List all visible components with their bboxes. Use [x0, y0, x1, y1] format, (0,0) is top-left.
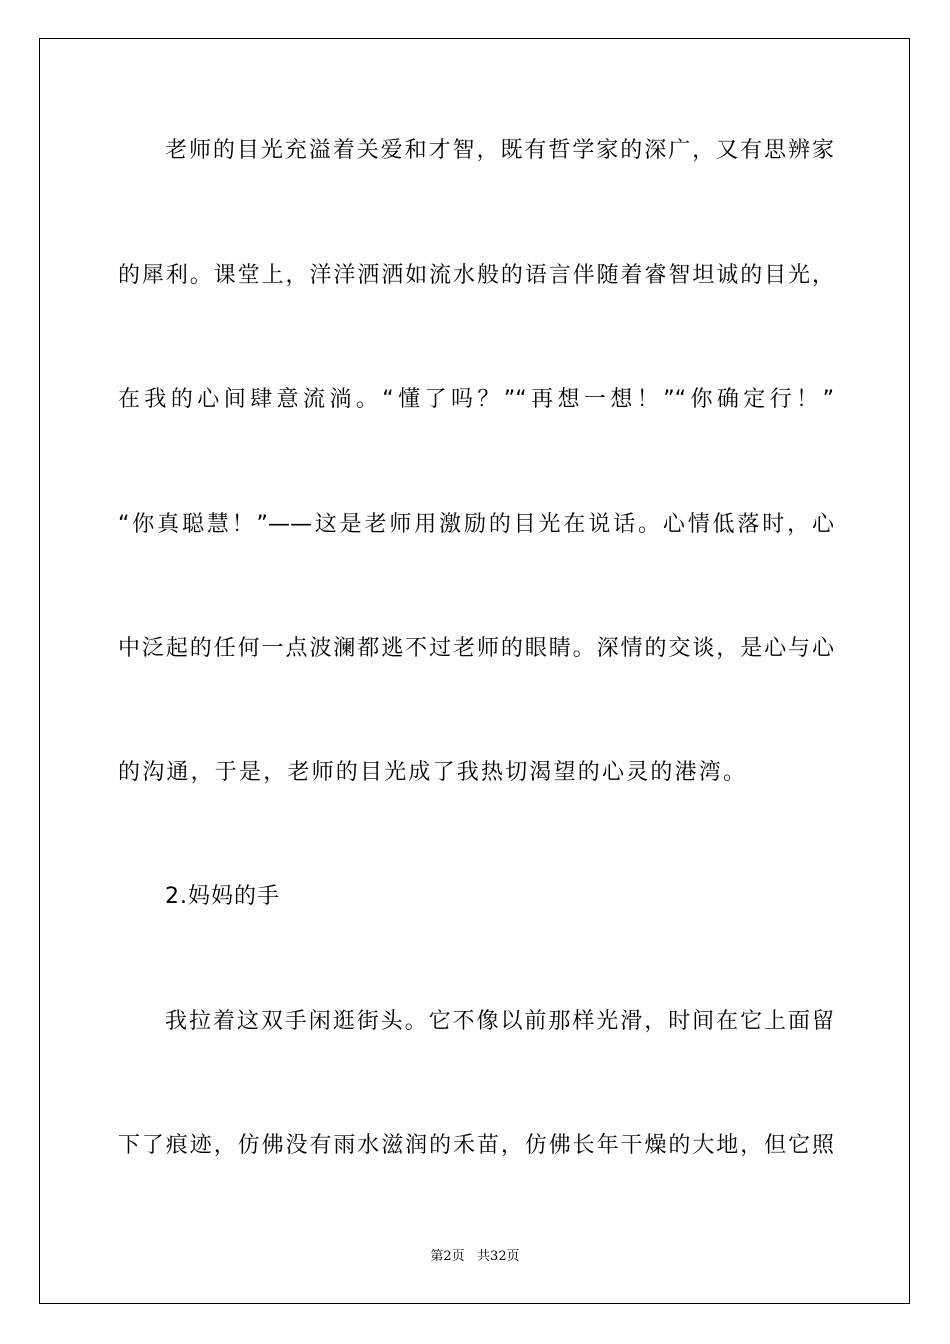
- paragraph-line-3: 在我的心间肆意流淌。“懂了吗？”“再想一想！”“你确定行！”: [118, 387, 834, 412]
- paragraph-line-7: 我拉着这双手闲逛街头。它不像以前那样光滑，时间在它上面留: [165, 1009, 834, 1034]
- paragraph-line-5: 中泛起的任何一点波澜都逃不过老师的眼睛。深情的交谈，是心与心: [118, 636, 834, 661]
- paragraph-line-8: 下了痕迹，仿佛没有雨水滋润的禾苗，仿佛长年干燥的大地，但它照: [118, 1133, 834, 1158]
- section-heading: 2.妈妈的手: [165, 884, 280, 909]
- paragraph-line-4: “你真聪慧！”——这是老师用激励的目光在说话。心情低落时，心: [118, 512, 834, 537]
- paragraph-line-1: 老师的目光充溢着关爱和才智，既有哲学家的深广，又有思辨家: [165, 138, 834, 163]
- paragraph-line-6: 的沟通，于是，老师的目光成了我热切渴望的心灵的港湾。: [118, 760, 748, 785]
- paragraph-line-2: 的犀利。课堂上，洋洋洒洒如流水般的语言伴随着睿智坦诚的目光，: [118, 263, 834, 288]
- page-footer: 第2页 共32页: [430, 1249, 520, 1264]
- page-border: [39, 38, 910, 1304]
